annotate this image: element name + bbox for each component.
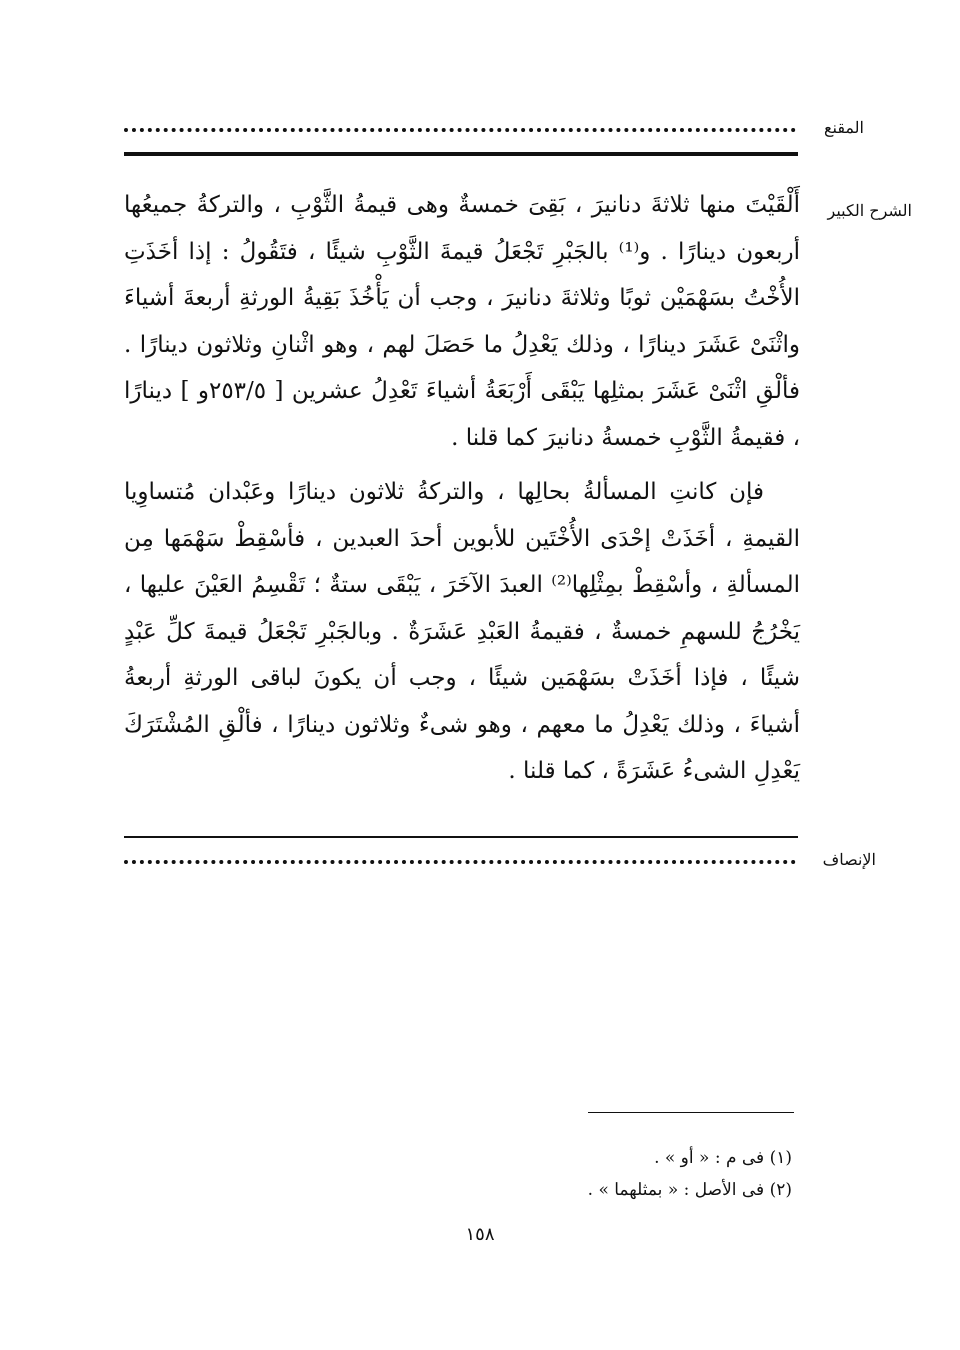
section-thin-rule — [124, 836, 798, 838]
insaf-section-label: الإنصاف — [822, 850, 876, 869]
footnote-item: (٢) فى الأصل : « بمثلهما » . — [587, 1180, 792, 1200]
footnote-item: (١) فى م : « أو » . — [654, 1148, 792, 1168]
page-number: ١٥٨ — [465, 1224, 495, 1245]
insaf-dotted-leader — [124, 860, 796, 864]
footnotes — [588, 1142, 792, 1206]
footnote-separator — [588, 1112, 794, 1113]
body-paragraph: أَلْقَيْتَ منها ثلاثةَ دنانيرَ ، بَقِىَ خمسةٌ وهى قيمةُ الثَّوْبِ ، والتركةُ جميعُها أربعون دينارًا . و⁽¹⁾ بالجَبْرِ تَجْعَلُ قيمةَ الثَّوْبِ شيئًا ، فتَقُولُ : إذا أخَذَتِ الأُخْتُ بسَهْمَيْن ثوبًا وثلاثةَ دنانيرَ ، وجب أن يَأْخُذَ بَقِيةُ الورثةِ أربعةَ أشياءَ واثْنَىْ عَشَرَ دينارًا ، وذلك يَعْدِلُ ما حَصَلَ لهم ، وهو اثْنانِ وثلاثون دينارًا . فألْقِ اثْنَىْ عَشَرَ بمثلِها يَبْقَى أَرْبَعَةُ أشياءَ تَعْدِلُ عشرين [ ٢٥٣/٥و ] دينارًا ، فقيمةُ الثَّوْبِ خمسةُ دنانيرَ كما قلنا . — [124, 192, 801, 451]
header-section-label: المقنع — [823, 118, 864, 137]
commentary-side-label: الشرح الكبير — [827, 201, 912, 220]
header-thick-rule — [124, 152, 798, 156]
body-paragraph: فإن كانتِ المسألةُ بحالِها ، والتركةُ ثلاثون دينارًا وعَبْدان مُتساوِيا القيمةِ ، أخَذَتْ إحْدَى الأُخْتَين للأبوين أحدَ العبدين ، فأسْقِطْ سَهْمَها مِن المسألةِ ، وأسْقِطْ بمِثْلِها⁽²⁾ العبدَ الآخَرَ ، يَبْقَى ستةٌ ؛ تَقْسِمُ العَيْنَ عليها ، يَخْرُجُ للسهمِ خمسةٌ ، فقيمةُ العَبْدِ عَشَرَةٌ . وبالجَبْرِ تَجْعَلُ قيمةَ كلِّ عَبْدٍ شيئًا ، فإذا أخَذَتْ بسَهْمَين شيئًا ، وجب أن يكونَ لباقى الورثةِ أربعةُ أشياءَ ، وذلك يَعْدِلُ ما معهم ، وهو شىءٌ وثلاثون دينارًا ، فألْقِ المُشْتَرَكَ يَعْدِلِ الشىءُ عَشَرَةً ، كما قلنا . — [124, 479, 800, 784]
main-body-text — [124, 182, 800, 795]
header-dotted-leader — [124, 128, 796, 132]
